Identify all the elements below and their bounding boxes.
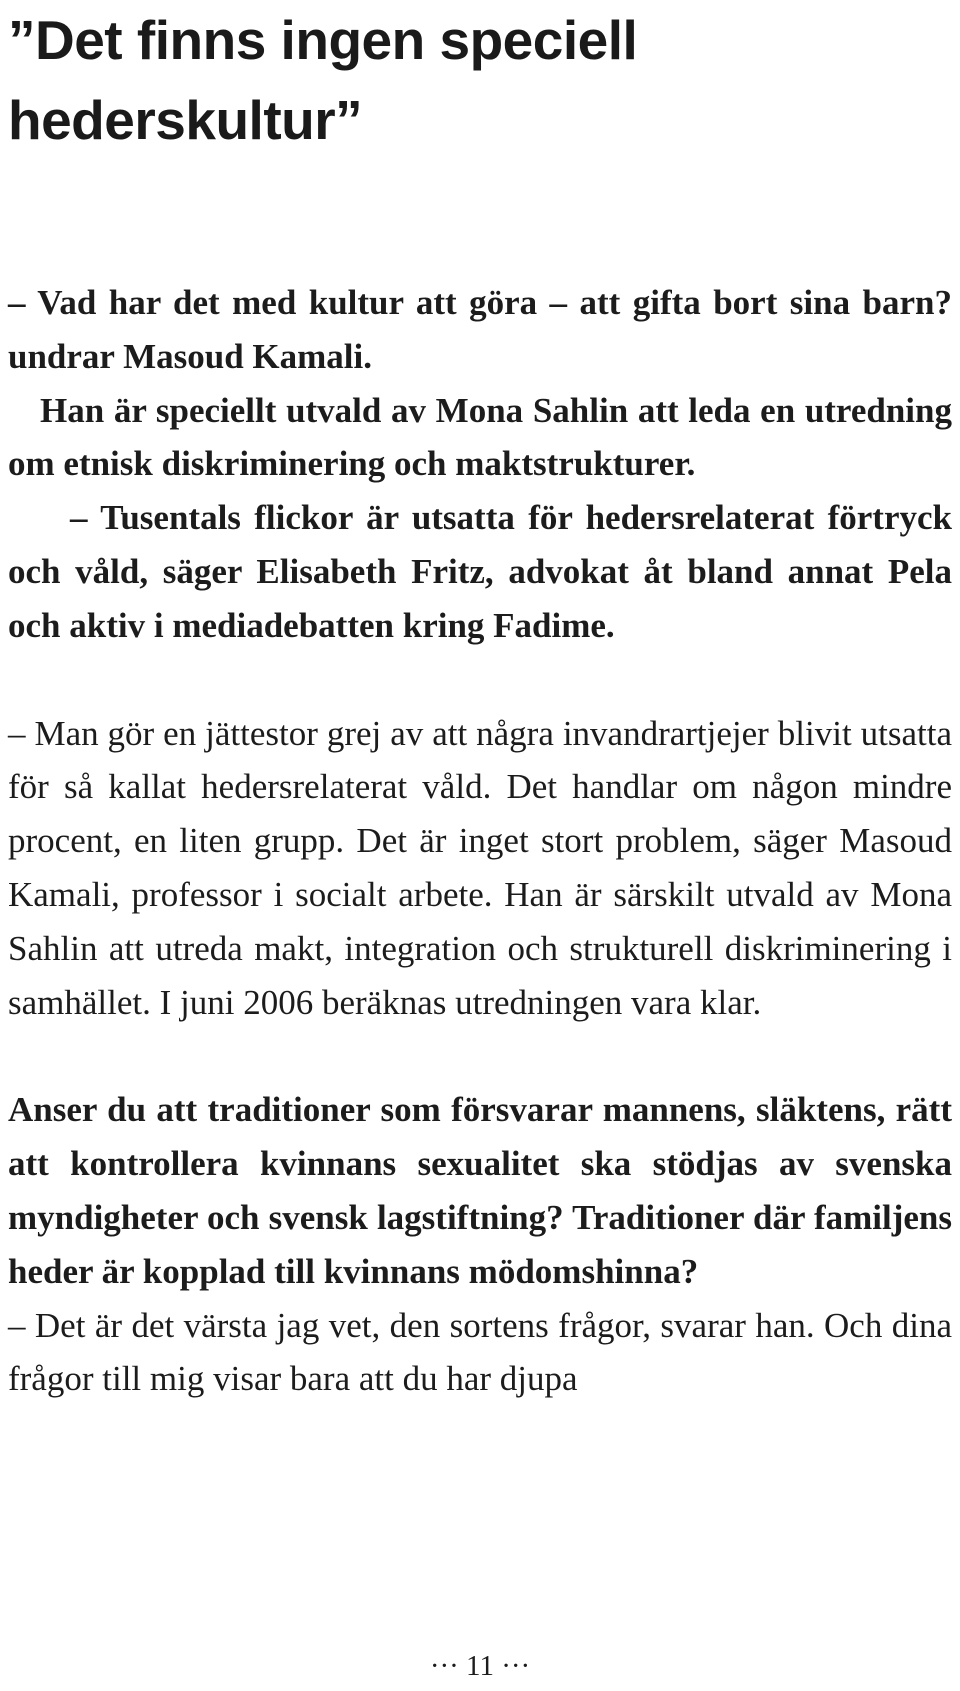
quote-block [8, 707, 952, 1030]
title-line-1: ”Det finns ingen speciell [8, 9, 638, 71]
answer-paragraph: – Det är det värsta jag vet, den sortens frågor, svarar han. Och dina frågor till mig visar bara att du har djupa [8, 1305, 952, 1399]
page-number: ··· 11 ··· [429, 1650, 531, 1682]
quote-paragraph: – Man gör en jättestor grej av att några invandrartjejer blivit utsatta för så kallat hedersrelaterat våld. Det handlar om någon mindre procent, en liten grupp. Det är inget stort problem, säger Masoud Kamali, professor i socialt arbete. Han är särskilt utvald av Mona Sahlin att utreda makt, integration och strukturell diskriminering i samhället. I juni 2006 beräknas utredningen vara klar. [8, 713, 952, 1022]
question-paragraph: Anser du att traditioner som försvarar mannens, släktens, rätt att kontrollera kvinnans sexualitet ska stödjas av svenska myndigheter och svensk lagstiftning? Traditioner där familjens heder är kopplad till kvinnans mödomshinna? [8, 1090, 952, 1291]
intro-paragraph-1: – Vad har det med kultur att göra – att gifta bort sina barn? undrar Masoud Kamali. [8, 283, 952, 376]
intro-block [8, 276, 952, 653]
page-content [8, 0, 952, 1406]
intro-paragraph-2: Han är speciellt utvald av Mona Sahlin att leda en utredning om etnisk diskriminering och maktstrukturer. [8, 390, 952, 484]
page-title [8, 0, 952, 160]
title-line-2: hederskultur” [8, 89, 363, 151]
question-block [8, 1083, 952, 1406]
intro-paragraph-3: – Tusentals flickor är utsatta för hedersrelaterat förtryck och våld, säger Elisabeth Fritz, advokat åt bland annat Pela och aktiv i mediadebatten kring Fadime. [8, 498, 952, 645]
